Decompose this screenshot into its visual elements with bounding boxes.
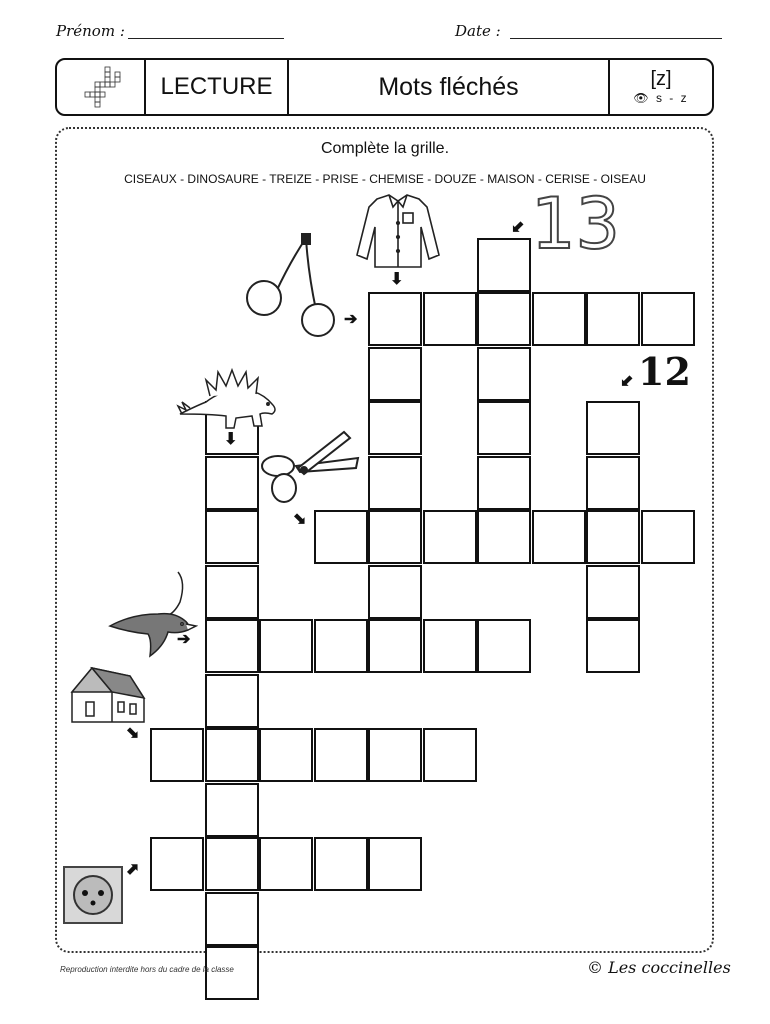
grid-cell[interactable]	[368, 292, 422, 346]
grid-cell[interactable]	[368, 565, 422, 619]
prenom-field[interactable]	[128, 38, 284, 39]
arrow-down-icon: ⬇	[390, 271, 404, 288]
grid-cell[interactable]	[205, 728, 259, 782]
grid-cell[interactable]	[477, 347, 531, 401]
brand-logo: © Les coccinelles	[587, 958, 731, 977]
grid-cell[interactable]	[477, 619, 531, 673]
arrow-down-icon: ⬇	[224, 431, 238, 448]
phoneme-label: [z]	[650, 68, 672, 90]
socket-icon	[63, 866, 123, 924]
arrow-down-right-icon: ⬊	[293, 511, 307, 528]
number-12-clue: 12	[638, 349, 691, 394]
dinosaur-icon	[176, 366, 282, 430]
grid-cell[interactable]	[423, 728, 477, 782]
shirt-icon	[355, 193, 441, 269]
arrow-up-right-icon: ⬈	[126, 861, 140, 878]
grid-cell[interactable]	[586, 401, 640, 455]
grid-cell[interactable]	[423, 619, 477, 673]
grid-cell[interactable]	[205, 892, 259, 946]
bird-icon	[108, 568, 198, 660]
grid-cell[interactable]	[368, 619, 422, 673]
grid-cell[interactable]	[259, 837, 313, 891]
grid-cell[interactable]	[150, 728, 204, 782]
grid-cell[interactable]	[586, 565, 640, 619]
arrow-right-icon: ➔	[177, 631, 191, 648]
grapheme-row	[633, 90, 688, 106]
grid-cell[interactable]	[423, 292, 477, 346]
grid-cell[interactable]	[314, 619, 368, 673]
grid-cell[interactable]	[205, 456, 259, 510]
grid-cell[interactable]	[368, 347, 422, 401]
grid-cell[interactable]	[368, 728, 422, 782]
arrow-right-icon: ➔	[344, 311, 358, 328]
word-list: CISEAUX - DINOSAURE - TREIZE - PRISE - CHEMISE - DOUZE - MAISON - CERISE - OISEAU	[124, 172, 646, 186]
grid-cell[interactable]	[314, 837, 368, 891]
grid-cell[interactable]	[586, 456, 640, 510]
grid-cell[interactable]	[423, 510, 477, 564]
date-label: Date :	[455, 22, 501, 40]
arrow-down-left-icon: ⬋	[620, 373, 634, 390]
grid-cell[interactable]	[259, 619, 313, 673]
grid-cell[interactable]	[368, 401, 422, 455]
cherries-icon	[238, 232, 348, 337]
worksheet-title: Mots fléchés	[289, 60, 610, 114]
prenom-label: Prénom :	[56, 22, 125, 40]
number-13-clue: 13	[531, 183, 621, 265]
date-field[interactable]	[510, 38, 722, 39]
grid-cell[interactable]	[586, 619, 640, 673]
grid-cell[interactable]	[477, 238, 531, 292]
grid-cell[interactable]	[150, 837, 204, 891]
grid-cell[interactable]	[368, 837, 422, 891]
grid-cell[interactable]	[477, 456, 531, 510]
grid-cell[interactable]	[259, 728, 313, 782]
grid-cell[interactable]	[368, 456, 422, 510]
grid-cell[interactable]	[205, 565, 259, 619]
grid-cell[interactable]	[586, 292, 640, 346]
arrow-down-right-icon: ⬊	[126, 725, 140, 742]
grid-cell[interactable]	[205, 783, 259, 837]
grid-logo-icon	[57, 60, 146, 114]
header-bar	[55, 58, 714, 116]
category-label: LECTURE	[146, 60, 289, 114]
grid-cell[interactable]	[532, 292, 586, 346]
phoneme-box	[610, 60, 712, 114]
grid-cell[interactable]	[205, 674, 259, 728]
house-icon	[68, 662, 148, 726]
grapheme-label: s - z	[655, 91, 689, 105]
grid-cell[interactable]	[314, 510, 368, 564]
grid-cell[interactable]	[314, 728, 368, 782]
instruction-title: Complète la grille.	[320, 140, 450, 157]
arrow-down-left-icon: ⬋	[511, 219, 525, 236]
grid-cell[interactable]	[477, 292, 531, 346]
grid-cell[interactable]	[205, 837, 259, 891]
grid-cell[interactable]	[205, 619, 259, 673]
grid-cell[interactable]	[477, 401, 531, 455]
scissors-icon	[260, 428, 362, 508]
grid-cell[interactable]	[641, 292, 695, 346]
eye-icon: 👁	[633, 91, 651, 105]
grid-cell[interactable]	[641, 510, 695, 564]
grid-cell[interactable]	[205, 510, 259, 564]
footer-notice: Reproduction interdite hors du cadre de la classe	[60, 965, 234, 974]
grid-cell[interactable]	[477, 510, 531, 564]
grid-cell[interactable]	[532, 510, 586, 564]
grid-cell[interactable]	[586, 510, 640, 564]
grid-cell[interactable]	[368, 510, 422, 564]
